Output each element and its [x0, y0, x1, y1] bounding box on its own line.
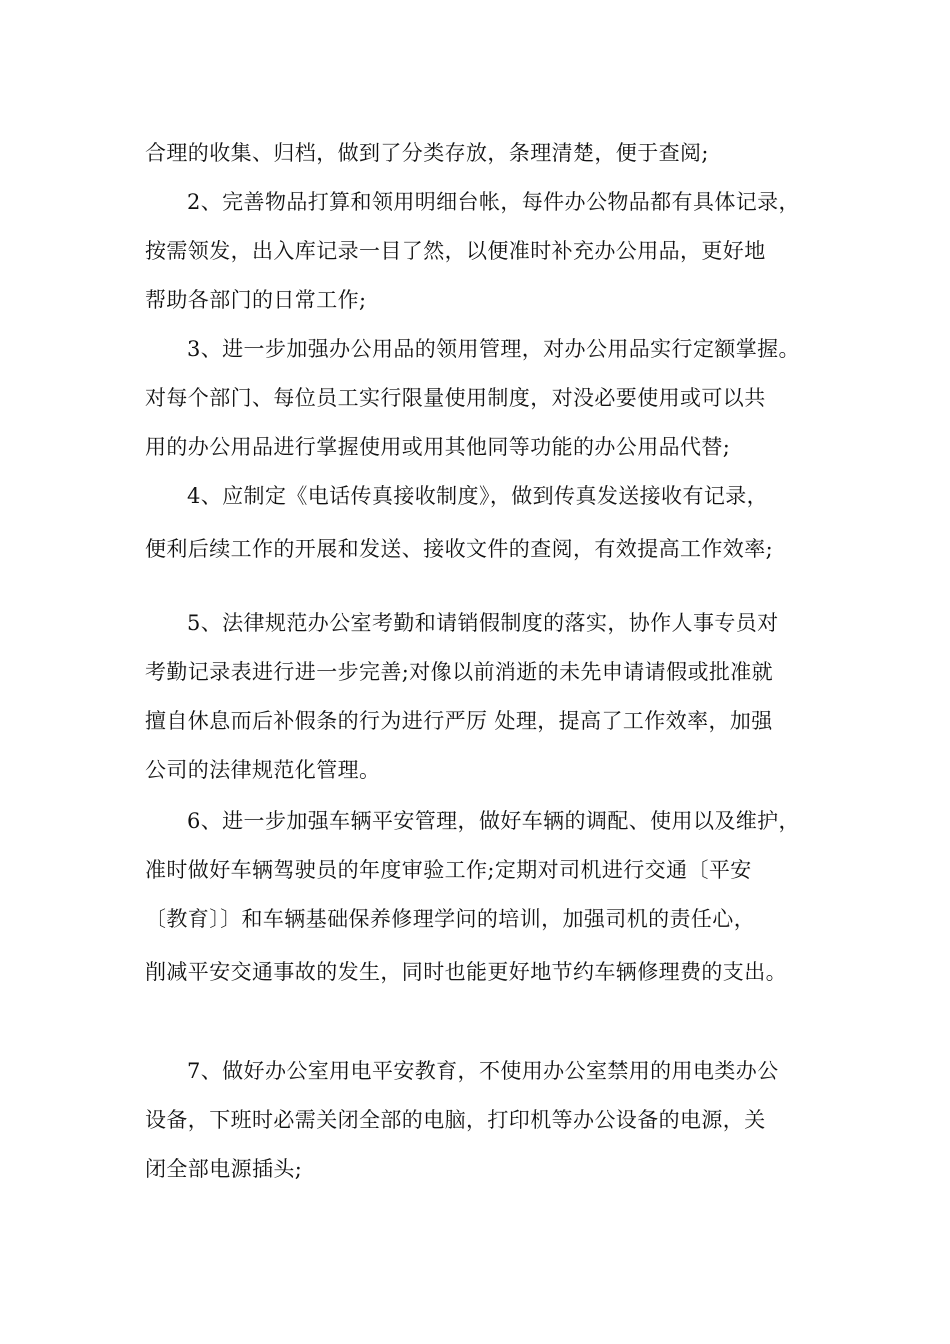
- text-line: 6、进一步加强车辆平安管理，做好车辆的调配、使用以及维护，: [187, 809, 800, 833]
- text-line: 4、应制定《电话传真接收制度》，做到传真发送接收有记录，: [187, 484, 769, 508]
- text-line: 合理的收集、归档，做到了分类存放，条理清楚，便于查阅;: [145, 141, 709, 165]
- text-line: 7、做好办公室用电平安教育，不使用办公室禁用的用电类办公: [187, 1059, 779, 1083]
- text-line: 设备，下班时必需关闭全部的电脑，打印机等办公设备的电源，关: [145, 1108, 766, 1132]
- text-line: 〔教育〕〕和车辆基础保养修理学问的培训，加强司机的责任心，: [145, 907, 756, 931]
- text-line: 按需领发，出入库记录一目了然，以便准时补充办公用品，更好地: [145, 239, 766, 263]
- text-line: 闭全部电源插头;: [145, 1157, 303, 1181]
- text-line: 削减平安交通事故的发生，同时也能更好地节约车辆修理费的支出。: [145, 960, 787, 984]
- text-line: 便利后续工作的开展和发送、接收文件的查阅，有效提高工作效率;: [145, 537, 774, 561]
- text-line: 考勤记录表进行进一步完善;对像以前消逝的未先申请请假或批准就: [145, 660, 774, 684]
- text-line: 2、完善物品打算和领用明细台帐，每件办公物品都有具体记录，: [187, 190, 800, 214]
- text-line: 公司的法律规范化管理。: [145, 758, 381, 782]
- text-line: 擅自休息而后补假条的行为进行严厉 处理，提高了工作效率，加强: [145, 709, 773, 733]
- text-line: 5、法律规范办公室考勤和请销假制度的落实，协作人事专员对: [187, 611, 779, 635]
- text-line: 对每个部门、每位员工实行限量使用制度，对没必要使用或可以共: [145, 386, 766, 410]
- text-line: 帮助各部门的日常工作;: [145, 288, 367, 312]
- text-line: 准时做好车辆驾驶员的年度审验工作;定期对司机进行交通〔平安: [145, 858, 752, 882]
- text-line: 用的办公用品进行掌握使用或用其他同等功能的办公用品代替;: [145, 435, 731, 459]
- text-line: 3、进一步加强办公用品的领用管理，对办公用品实行定额掌握。: [187, 337, 800, 361]
